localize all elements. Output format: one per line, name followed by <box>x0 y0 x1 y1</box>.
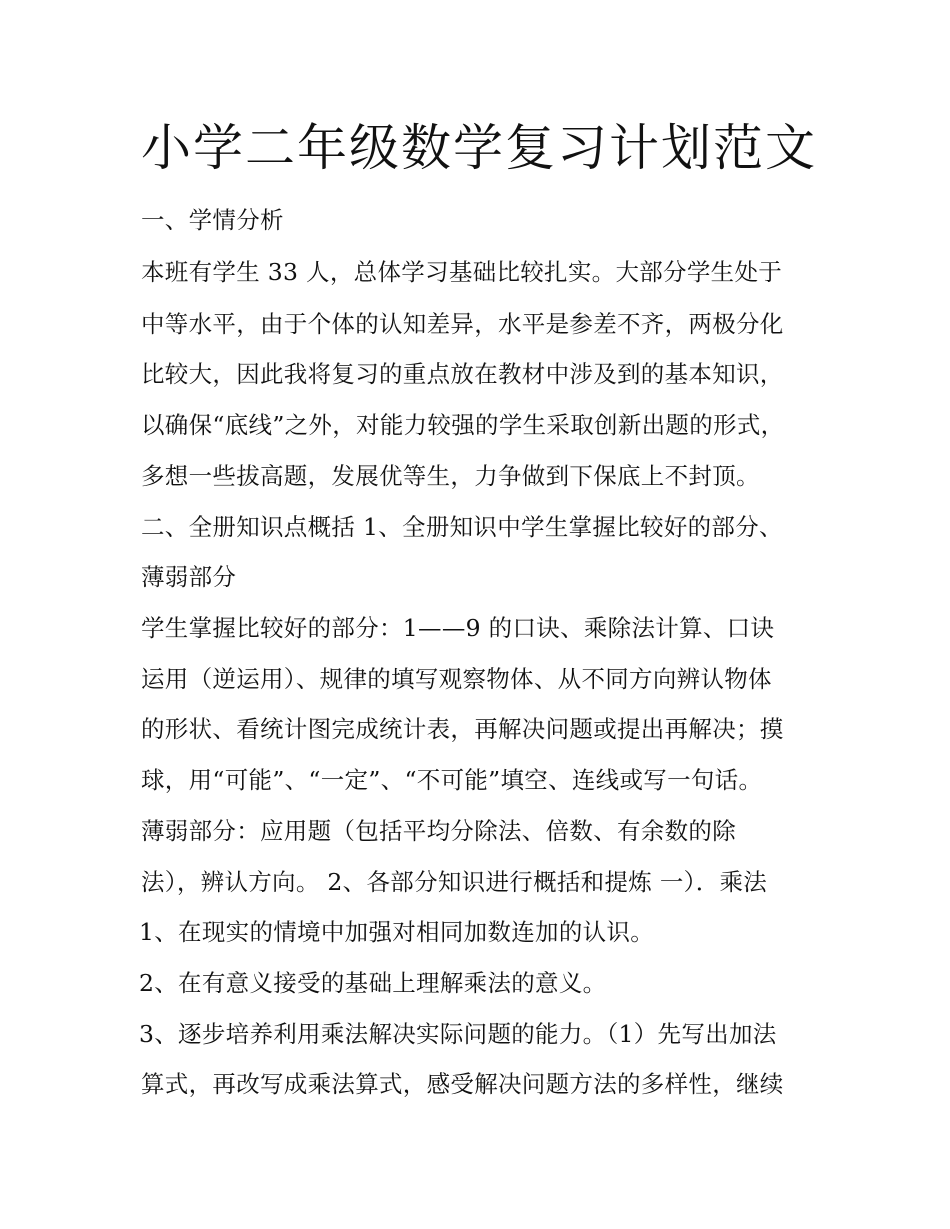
text-line: 本班有学生 33 人，总体学习基础比较扎实。大部分学生处于 <box>141 258 783 286</box>
section-heading-knowledge: 二、全册知识点概括 1、全册知识中学生掌握比较好的部分、 <box>141 513 783 541</box>
text-line: 2、在有意义接受的基础上理解乘法的意义。 <box>139 969 607 997</box>
text-line: 以确保“底线”之外，对能力较强的学生采取创新出题的形式， <box>141 411 785 439</box>
text-line: 学生掌握比较好的部分：1——9 的口诀、乘除法计算、口诀 <box>141 614 775 642</box>
section-heading-situation: 一、学情分析 <box>141 206 284 234</box>
text-line: 中等水平，由于个体的认知差异，水平是参差不齐，两极分化 <box>141 310 784 338</box>
text-line: 球，用“可能”、“一定”、“不可能”填空、连线或写一句话。 <box>141 766 763 794</box>
text-line: 1、在现实的情境中加强对相同加数连加的认识。 <box>139 918 655 946</box>
text-line: 薄弱部分 <box>141 563 237 591</box>
text-line: 法），辨认方向。 2、各部分知识进行概括和提炼 一）．乘法 <box>141 868 768 896</box>
text-line: 薄弱部分：应用题（包括平均分除法、倍数、有余数的除 <box>141 817 736 845</box>
text-line: 多想一些拔高题，发展优等生，力争做到下保底上不封顶。 <box>141 462 760 490</box>
document-title: 小学二年级数学复习计划范文 <box>141 119 817 177</box>
text-line: 比较大，因此我将复习的重点放在教材中涉及到的基本知识， <box>141 360 784 388</box>
text-line: 3、逐步培养利用乘法解决实际问题的能力。（1）先写出加法 <box>139 1020 777 1048</box>
text-line: 运用（逆运用）、规律的填写观察物体、从不同方向辨认物体 <box>141 665 772 693</box>
text-line: 的形状、看统计图完成统计表，再解决问题或提出再解决；摸 <box>141 715 784 743</box>
text-line: 算式，再改写成乘法算式，感受解决问题方法的多样性，继续 <box>141 1070 784 1098</box>
